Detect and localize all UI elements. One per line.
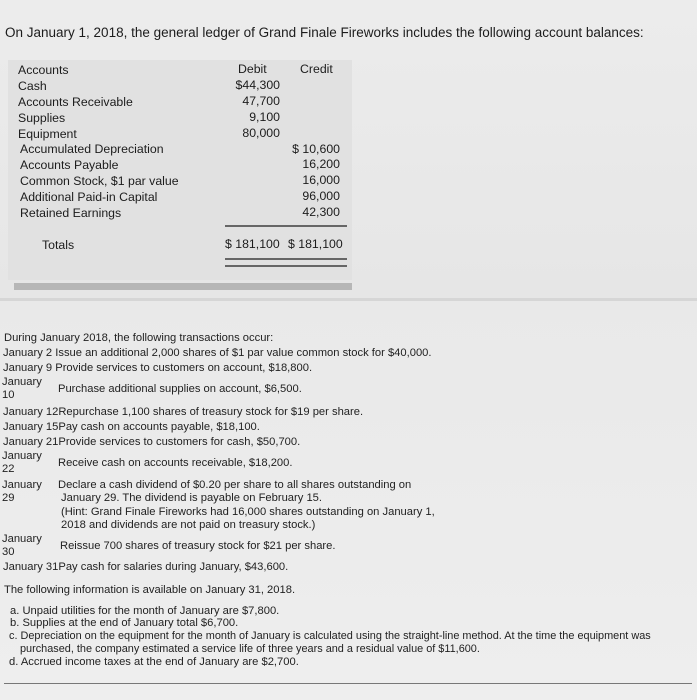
account-name: Supplies — [18, 111, 66, 125]
transaction-date: 29 — [2, 492, 15, 504]
info-item-d: d. Accrued income taxes at the end of January are $2,700. — [9, 656, 299, 668]
transaction-line: January 31Pay cash for salaries during January, $43,600. — [3, 561, 289, 573]
credit-value: 16,000 — [302, 173, 340, 187]
account-name: Common Stock, $1 par value — [20, 174, 179, 188]
credit-header: Credit — [300, 62, 333, 76]
transaction-date: 30 — [2, 546, 15, 558]
divider — [0, 298, 697, 301]
transaction-line: January 12Repurchase 1,100 shares of treasury stock for $19 per share. — [3, 406, 364, 418]
account-name: Accounts Payable — [20, 158, 119, 172]
bottom-rule — [4, 683, 692, 684]
transaction-line: January 9 Provide services to customers on account, $18,800. — [3, 362, 313, 374]
transaction-desc: Purchase additional supplies on account, $6,500. — [58, 383, 302, 395]
transaction-date: January — [2, 533, 42, 545]
total-credit: $ 181,100 — [288, 237, 343, 251]
transaction-line: January 2 Issue an additional 2,000 shares of $1 par value common stock for $40,000. — [3, 347, 432, 359]
credit-value: 16,200 — [302, 157, 340, 171]
table-bottom-band — [14, 283, 352, 290]
transaction-desc: Receive cash on accounts receivable, $18,200. — [58, 457, 293, 469]
debit-value: 9,100 — [249, 110, 280, 124]
transaction-date: January — [2, 376, 42, 388]
transaction-desc: Reissue 700 shares of treasury stock for $21 per share. — [60, 540, 336, 552]
debit-value: 47,700 — [242, 94, 280, 108]
transactions-intro: During January 2018, the following transactions occur: — [4, 332, 274, 344]
info-item-b: b. Supplies at the end of January total $6,700. — [10, 617, 239, 629]
accounts-header: Accounts — [18, 63, 69, 77]
transaction-date: January — [2, 479, 42, 491]
account-name: Retained Earnings — [20, 206, 122, 220]
transaction-hint: 2018 and dividends are not paid on treasury stock.) — [61, 519, 316, 531]
transaction-desc: January 29. The dividend is payable on February 15. — [61, 492, 322, 504]
debit-value: 80,000 — [242, 126, 280, 140]
totals-label: Totals — [42, 238, 75, 252]
transaction-line: January 21Provide services to customers for cash, $50,700. — [3, 436, 301, 448]
debit-value: $44,300 — [235, 78, 280, 92]
double-rule-top — [225, 258, 347, 260]
debit-header: Debit — [238, 62, 267, 76]
transaction-date: 22 — [2, 463, 15, 475]
account-name: Equipment — [18, 127, 77, 141]
transaction-date: 10 — [2, 389, 15, 401]
account-name: Cash — [18, 79, 47, 93]
transaction-hint: (Hint: Grand Finale Fireworks had 16,000 shares outstanding on January 1, — [61, 506, 435, 518]
transaction-line: January 15Pay cash on accounts payable, $18,100. — [3, 421, 260, 433]
account-name: Accumulated Depreciation — [20, 142, 164, 156]
transaction-desc: Declare a cash dividend of $0.20 per share to all shares outstanding on — [58, 479, 412, 491]
info-item-a: a. Unpaid utilities for the month of January are $7,800. — [10, 605, 280, 617]
info-heading: The following information is available on January 31, 2018. — [4, 584, 296, 596]
account-name: Additional Paid-in Capital — [20, 190, 158, 204]
info-item-c-cont: purchased, the company estimated a service life of three years and a residual value of $11,600. — [20, 643, 480, 655]
credit-value: 96,000 — [302, 189, 340, 203]
credit-value: 42,300 — [302, 205, 340, 219]
double-rule-bottom — [225, 265, 347, 267]
credit-value: $ 10,600 — [292, 142, 340, 156]
total-rule — [225, 225, 347, 227]
transaction-date: January — [2, 450, 42, 462]
total-debit: $ 181,100 — [225, 237, 280, 251]
account-name: Accounts Receivable — [18, 95, 133, 109]
info-item-c: c. Depreciation on the equipment for the month of January is calculated using the straight-line method. At the time the equipment was — [9, 630, 651, 642]
intro-text: On January 1, 2018, the general ledger of Grand Finale Fireworks includes the following account balances: — [5, 25, 644, 40]
